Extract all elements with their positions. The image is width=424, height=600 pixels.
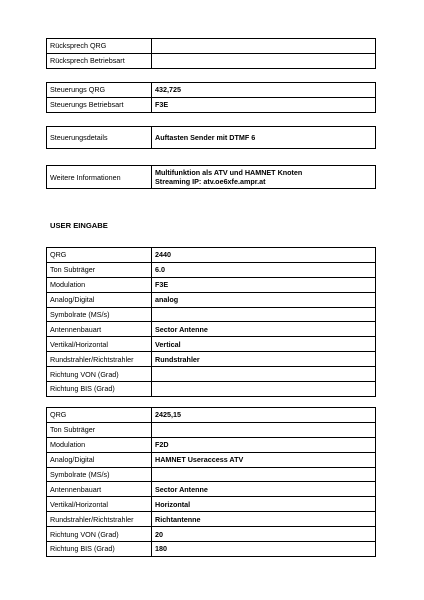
- field-value: F3E: [152, 277, 376, 292]
- table-row: [47, 127, 376, 149]
- field-label: Richtung BIS (Grad): [47, 382, 152, 397]
- field-label: Ton Subträger: [47, 262, 152, 277]
- field-label: Antennenbauart: [47, 482, 152, 497]
- field-label: Antennenbauart: [47, 322, 152, 337]
- table-row: [47, 166, 376, 189]
- table-row: [47, 482, 376, 497]
- field-value: [152, 382, 376, 397]
- table-row: [47, 307, 376, 322]
- field-value: Vertical: [152, 337, 376, 352]
- field-value: [152, 467, 376, 482]
- table-row: [47, 512, 376, 527]
- field-label: Vertikal/Horizontal: [47, 497, 152, 512]
- table-row: [47, 497, 376, 512]
- field-value: [152, 39, 376, 54]
- table-row: [47, 467, 376, 482]
- field-label: Symbolrate (MS/s): [47, 467, 152, 482]
- info-line-1: Multifunktion als ATV und HAMNET Knoten: [155, 168, 303, 177]
- field-label: QRG: [47, 408, 152, 423]
- table-row: [47, 352, 376, 367]
- field-value: [152, 422, 376, 437]
- field-label: Weitere Informationen: [47, 166, 152, 189]
- field-label: Rücksprech QRG: [47, 39, 152, 54]
- user-eingabe-table-1: [46, 247, 376, 397]
- table-row: [47, 367, 376, 382]
- section-title: USER EINGABE: [50, 221, 108, 230]
- table-row: [47, 542, 376, 557]
- field-label: Rücksprech Betriebsart: [47, 53, 152, 68]
- field-value: Richtantenne: [152, 512, 376, 527]
- field-label: Vertikal/Horizontal: [47, 337, 152, 352]
- field-label: Richtung VON (Grad): [47, 367, 152, 382]
- field-label: Steuerungs QRG: [47, 83, 152, 98]
- field-label: Analog/Digital: [47, 452, 152, 467]
- field-value: [152, 307, 376, 322]
- user-eingabe-table-2: [46, 407, 376, 557]
- table-row: [47, 408, 376, 423]
- field-label: Steuerungsdetails: [47, 127, 152, 149]
- field-label: Rundstrahler/Richtstrahler: [47, 512, 152, 527]
- info-line-2: Streaming IP: atv.oe6xfe.ampr.at: [155, 177, 266, 186]
- field-label: QRG: [47, 248, 152, 263]
- field-value: F2D: [152, 437, 376, 452]
- steuerungsdetails-table: [46, 126, 376, 149]
- field-value: 2425,15: [152, 408, 376, 423]
- field-label: Richtung BIS (Grad): [47, 542, 152, 557]
- field-value: [152, 367, 376, 382]
- field-value: [152, 166, 376, 189]
- field-value: 180: [152, 542, 376, 557]
- field-value: F3E: [152, 97, 376, 112]
- table-row: [47, 39, 376, 54]
- field-value: Auftasten Sender mit DTMF 6: [152, 127, 376, 149]
- table-row: [47, 262, 376, 277]
- field-label: Ton Subträger: [47, 422, 152, 437]
- table-row: [47, 83, 376, 98]
- field-value: analog: [152, 292, 376, 307]
- steuerung-table: [46, 82, 376, 113]
- field-value: 6.0: [152, 262, 376, 277]
- field-value: [152, 53, 376, 68]
- field-label: Modulation: [47, 437, 152, 452]
- table-row: [47, 422, 376, 437]
- field-value: Sector Antenne: [152, 482, 376, 497]
- table-row: [47, 292, 376, 307]
- table-row: [47, 382, 376, 397]
- field-label: Richtung VON (Grad): [47, 527, 152, 542]
- table-row: [47, 97, 376, 112]
- field-value: 2440: [152, 248, 376, 263]
- field-label: Rundstrahler/Richtstrahler: [47, 352, 152, 367]
- rueckspreche-table: [46, 38, 376, 69]
- table-row: [47, 53, 376, 68]
- field-label: Analog/Digital: [47, 292, 152, 307]
- table-row: [47, 527, 376, 542]
- field-value: Sector Antenne: [152, 322, 376, 337]
- table-row: [47, 452, 376, 467]
- field-label: Symbolrate (MS/s): [47, 307, 152, 322]
- table-row: [47, 337, 376, 352]
- field-value: Rundstrahler: [152, 352, 376, 367]
- field-value: HAMNET Useraccess ATV: [152, 452, 376, 467]
- field-value: 20: [152, 527, 376, 542]
- table-row: [47, 322, 376, 337]
- field-label: Modulation: [47, 277, 152, 292]
- table-row: [47, 277, 376, 292]
- field-label: Steuerungs Betriebsart: [47, 97, 152, 112]
- weitere-informationen-table: [46, 165, 376, 189]
- field-value: Horizontal: [152, 497, 376, 512]
- field-value: 432,725: [152, 83, 376, 98]
- table-row: [47, 437, 376, 452]
- table-row: [47, 248, 376, 263]
